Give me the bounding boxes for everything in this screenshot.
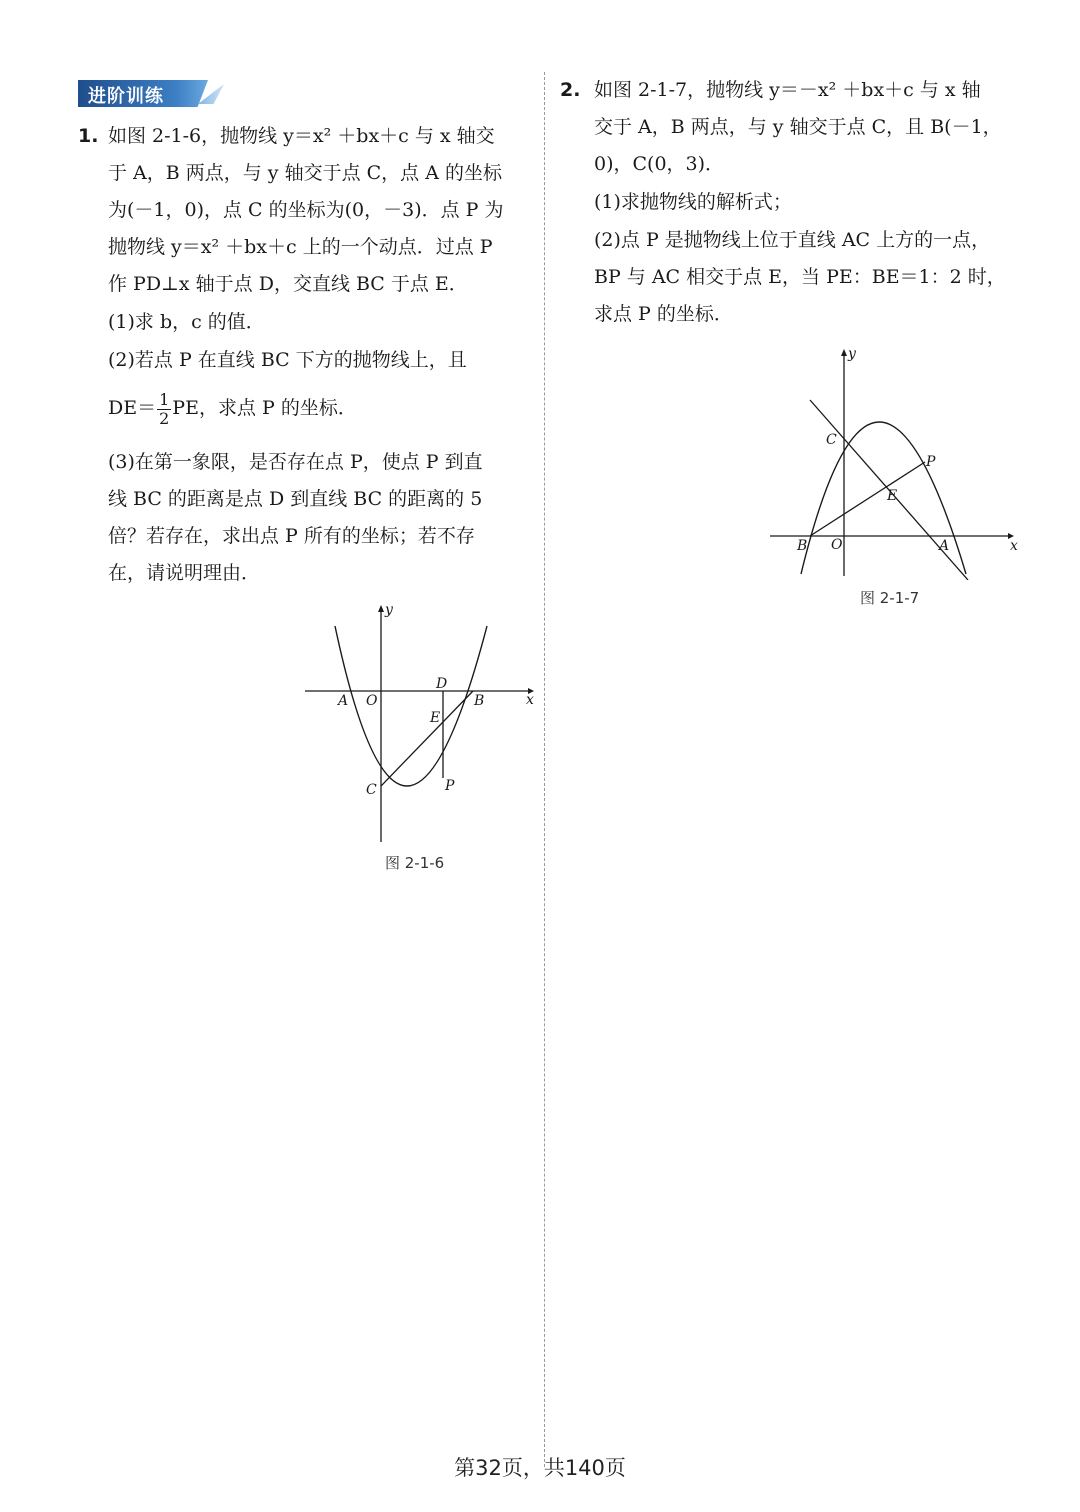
origin-label: O	[366, 693, 378, 709]
problem-2-line: 交于 A，B 两点，与 y 轴交于点 C，且 B(－1，	[594, 116, 1002, 138]
point-a-label: A	[338, 693, 349, 709]
x-axis-label: x	[526, 692, 534, 708]
problem-1-part-3: 在，请说明理由．	[108, 562, 261, 584]
problem-1-line: 作 PD⊥x 轴于点 D，交直线 BC 于点 E．	[108, 273, 468, 295]
problem-1-line: 为(－1，0)，点 C 的坐标为(0，－3)．点 P 为	[108, 199, 504, 221]
problem-2-part-1: (1)求抛物线的解析式；	[594, 191, 792, 213]
point-c-label: C	[366, 782, 377, 798]
problem-1-line: 抛物线 y＝x² ＋bx＋c 上的一个动点．过点 P	[108, 236, 493, 258]
point-e-label: E	[887, 488, 898, 504]
point-b-label: B	[474, 693, 485, 709]
one-half-fraction	[157, 391, 171, 428]
problem-2-part-2: 求点 P 的坐标．	[594, 303, 733, 325]
problem-1-part-1: (1)求 b，c 的值．	[108, 311, 265, 333]
line-bc	[381, 691, 473, 786]
y-axis-arrow	[378, 605, 384, 612]
fraction-denominator: 2	[159, 408, 170, 428]
x-axis-label: x	[1010, 538, 1018, 554]
figure-2-1-7	[760, 340, 1030, 610]
point-d-label: D	[436, 676, 448, 692]
segment-bp	[810, 462, 925, 536]
problem-1-number: 1.	[78, 125, 99, 147]
section-title: 进阶训练	[88, 86, 164, 107]
figure-caption: 图 2-1-7	[860, 589, 920, 607]
problem-1-part-3: 线 BC 的距离是点 D 到直线 BC 的距离的 5	[108, 488, 483, 510]
problem-2-line: 0)，C(0，3)．	[594, 153, 725, 175]
y-axis-label: y	[848, 346, 856, 362]
fraction-numerator: 1	[159, 389, 170, 409]
problem-1-part-3: (3)在第一象限，是否存在点 P，使点 P 到直	[108, 451, 483, 473]
problem-2-line: 如图 2-1-7，抛物线 y＝－x² ＋bx＋c 与 x 轴	[594, 79, 981, 101]
problem-1-line: 于 A，B 两点，与 y 轴交于点 C，点 A 的坐标	[108, 162, 502, 184]
problem-2-part-2: BP 与 AC 相交于点 E，当 PE：BE＝1：2 时，	[594, 266, 1006, 288]
section-tag	[78, 80, 226, 107]
y-axis-arrow	[841, 349, 847, 356]
de-label: DE＝	[108, 397, 157, 419]
figure-2-1-6	[300, 600, 540, 872]
point-b-label: B	[797, 538, 808, 554]
problem-1-line: 如图 2-1-6，抛物线 y＝x² ＋bx＋c 与 x 轴交	[108, 125, 495, 147]
problem-1	[78, 118, 533, 598]
origin-label: O	[831, 537, 843, 553]
figure-caption: 图 2-1-6	[385, 854, 445, 872]
problem-1-part-2-condition	[108, 390, 357, 428]
point-e-label: E	[430, 710, 441, 726]
point-a-label: A	[939, 538, 950, 554]
y-axis-label: y	[385, 602, 393, 618]
point-p-label: P	[926, 454, 936, 470]
problem-2-part-2: (2)点 P 是抛物线上位于直线 AC 上方的一点，	[594, 229, 991, 251]
parabola-diagram-1	[300, 600, 540, 850]
column-divider	[544, 72, 545, 1467]
problem-1-part-2: (2)若点 P 在直线 BC 下方的抛物线上，且	[108, 349, 467, 371]
point-c-label: C	[826, 432, 837, 448]
pe-text: PE，求点 P 的坐标．	[172, 397, 357, 419]
problem-2	[560, 72, 1030, 332]
problem-1-part-3: 倍？若存在，求出点 P 所有的坐标；若不存	[108, 525, 475, 547]
problem-2-number: 2.	[560, 79, 581, 101]
parabola-diagram-2	[760, 340, 1030, 580]
parabola-curve	[335, 626, 487, 786]
page-footer: 第32页，共140页	[454, 1456, 626, 1480]
point-p-label: P	[445, 778, 455, 794]
